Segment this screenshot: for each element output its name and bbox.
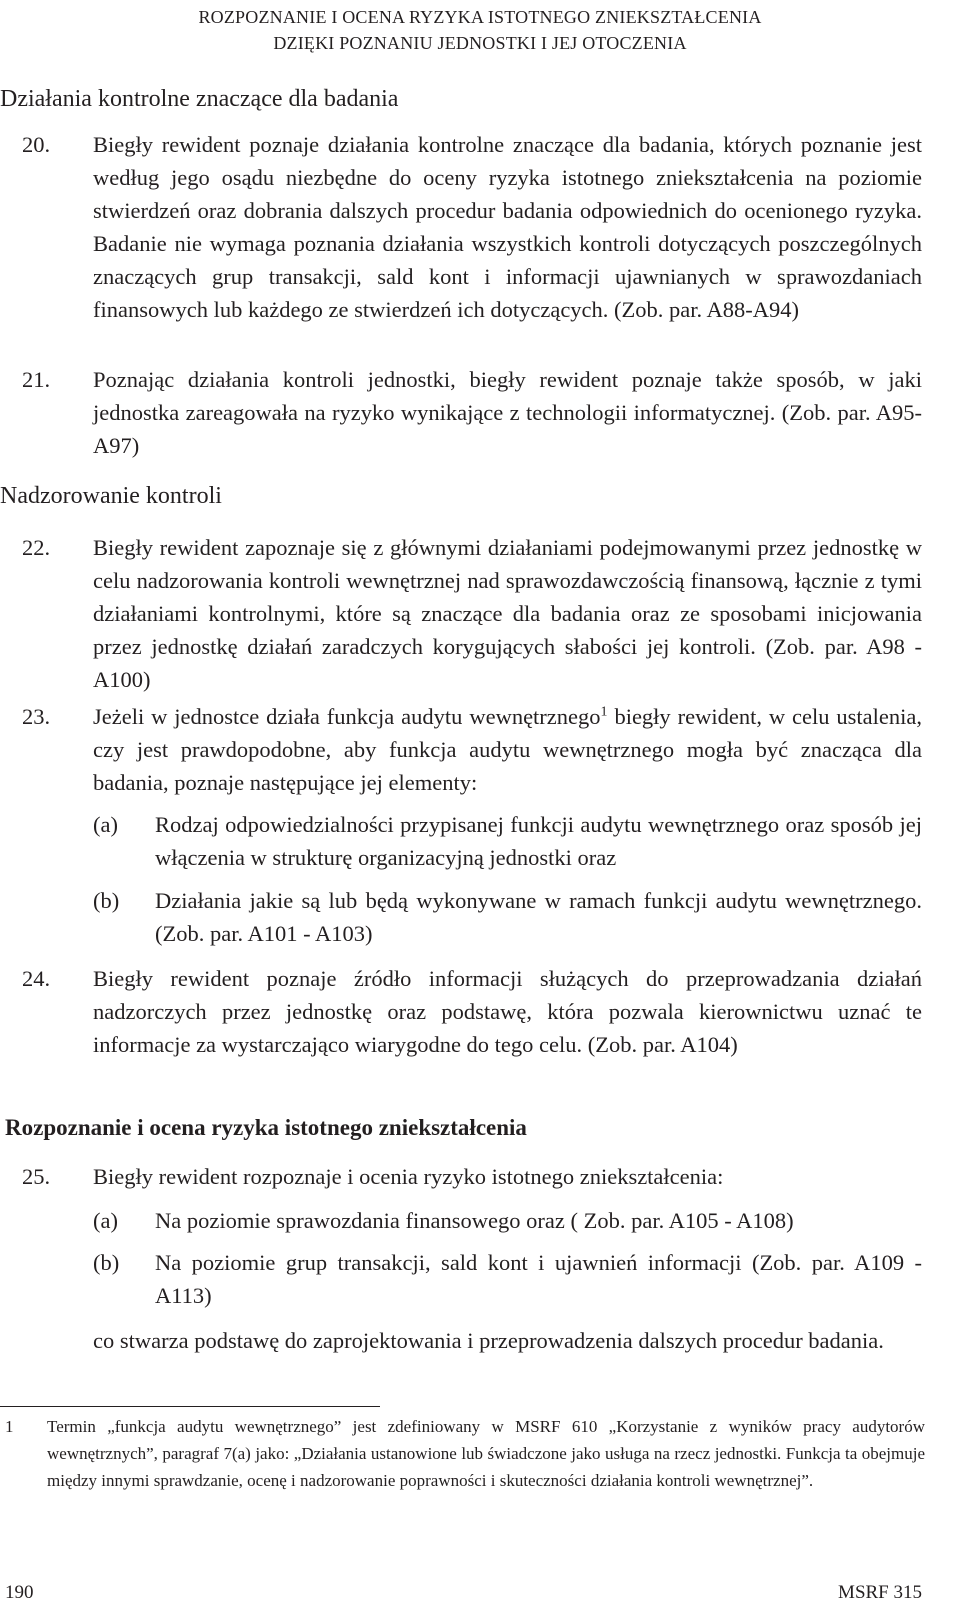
paragraph-number-22: 22. <box>22 535 51 560</box>
footnote-text: Termin „funkcja audytu wewnętrznego” jest zdefiniowany w MSRF 610 „Korzystanie z wyników pracy audytorów wewnętrznych”, paragraf 7(a) jako: „Działania ustanowione lub świadczone jako usługa na rzecz jednostki. Funkcja ta obejmuje między innymi sprawdzanie, ocenę i nadzorowanie poprawności i skuteczności działania kontroli wewnętrznej”. <box>47 1417 925 1490</box>
section-heading-monitoring: Nadzorowanie kontroli <box>0 483 222 509</box>
list-item-label-23a: (a) <box>93 812 118 837</box>
running-header <box>0 4 960 56</box>
standard-label: MSRF 315 <box>838 1582 922 1603</box>
list-item-text-25b: Na poziomie grup transakcji, sald kont i ujawnień informacji (Zob. par. A109 - A113) <box>155 1250 922 1308</box>
paragraph-23-text-part-2: biegły rewident, w celu ustalenia, czy jest prawdopodobne, aby funkcja audytu wewnętrznego mogła być znacząca dla badania, poznaje następujące jej elementy: <box>93 704 922 795</box>
running-header-line-1: ROZPOZNANIE I OCENA RYZYKA ISTOTNEGO ZNIEKSZTAŁCENIA <box>198 7 762 27</box>
paragraph-22-text: Biegły rewident zapoznaje się z głównymi działaniami podejmowanymi przez jednostkę w celu nadzorowania kontroli wewnętrznej nad sprawozdawczością finansową, łącznie z tymi działaniami kontrolnymi, które są znaczące dla badania oraz ze sposobami inicjowania przez jednostkę działań zaradczych korygujących słabości jej kontroli. (Zob. par. A98 - A100) <box>93 535 922 692</box>
paragraph-number-20: 20. <box>22 132 51 157</box>
paragraph-21-text: Poznając działania kontroli jednostki, biegły rewident poznaje także sposób, w jaki jednostka zareagowała na ryzyko wynikające z technologii informatycznej. (Zob. par. A95-A97) <box>93 367 922 458</box>
paragraph-25-text: Biegły rewident rozpoznaje i ocenia ryzyko istotnego zniekształcenia: <box>93 1164 724 1189</box>
paragraph-number-23: 23. <box>22 704 51 729</box>
footnote-number: 1 <box>5 1417 14 1436</box>
paragraph-20-text: Biegły rewident poznaje działania kontrolne znaczące dla badania, których poznanie jest według jego osądu niezbędne do oceny ryzyka istotnego zniekształcenia na poziomie stwierdzeń oraz dobrania dalszych procedur badania odpowiednich do ocenionego ryzyka. Badanie nie wymaga poznania działania wszystkich kontroli dotyczących poszczególnych znaczących grup transakcji, sald kont i informacji ujawnianych w sprawozdaniach finansowych lub każdego ze stwierdzeń ich dotyczących. (Zob. par. A88-A94) <box>93 132 922 322</box>
footnote-divider <box>0 1406 380 1407</box>
list-item-text-25a: Na poziomie sprawozdania finansowego oraz ( Zob. par. A105 - A108) <box>155 1208 794 1233</box>
section-heading-control-activities: Działania kontrolne znaczące dla badania <box>0 86 399 112</box>
list-item-label-23b: (b) <box>93 888 120 913</box>
page-number: 190 <box>5 1582 34 1603</box>
paragraph-24-text: Biegły rewident poznaje źródło informacji służących do przeprowadzania działań nadzorczych przez jednostkę oraz podstawę, która pozwala kierownictwu uznać te informacje za wystarczająco wiarygodne do tego celu. (Zob. par. A104) <box>93 966 922 1057</box>
paragraph-number-21: 21. <box>22 367 51 392</box>
section-heading-risk-assessment: Rozpoznanie i ocena ryzyka istotnego zniekształcenia <box>5 1115 527 1140</box>
paragraph-23-text-part-1: Jeżeli w jednostce działa funkcja audytu wewnętrznego <box>93 704 601 729</box>
list-item-text-23b: Działania jakie są lub będą wykonywane w ramach funkcji audytu wewnętrznego. (Zob. par. A101 - A103) <box>155 888 922 946</box>
list-item-text-23a: Rodzaj odpowiedzialności przypisanej funkcji audytu wewnętrznego oraz sposób jej włączenia w strukturę organizacyjną jednostki oraz <box>155 812 922 870</box>
paragraph-23-text <box>93 700 922 799</box>
paragraph-25-closing: co stwarza podstawę do zaprojektowania i przeprowadzenia dalszych procedur badania. <box>93 1328 884 1353</box>
list-item-label-25b: (b) <box>93 1250 120 1275</box>
footnote-reference: 1 <box>600 704 608 720</box>
running-header-line-2: DZIĘKI POZNANIU JEDNOSTKI I JEJ OTOCZENIA <box>273 33 687 53</box>
list-item-label-25a: (a) <box>93 1208 118 1233</box>
paragraph-number-25: 25. <box>22 1164 51 1189</box>
paragraph-number-24: 24. <box>22 966 51 991</box>
